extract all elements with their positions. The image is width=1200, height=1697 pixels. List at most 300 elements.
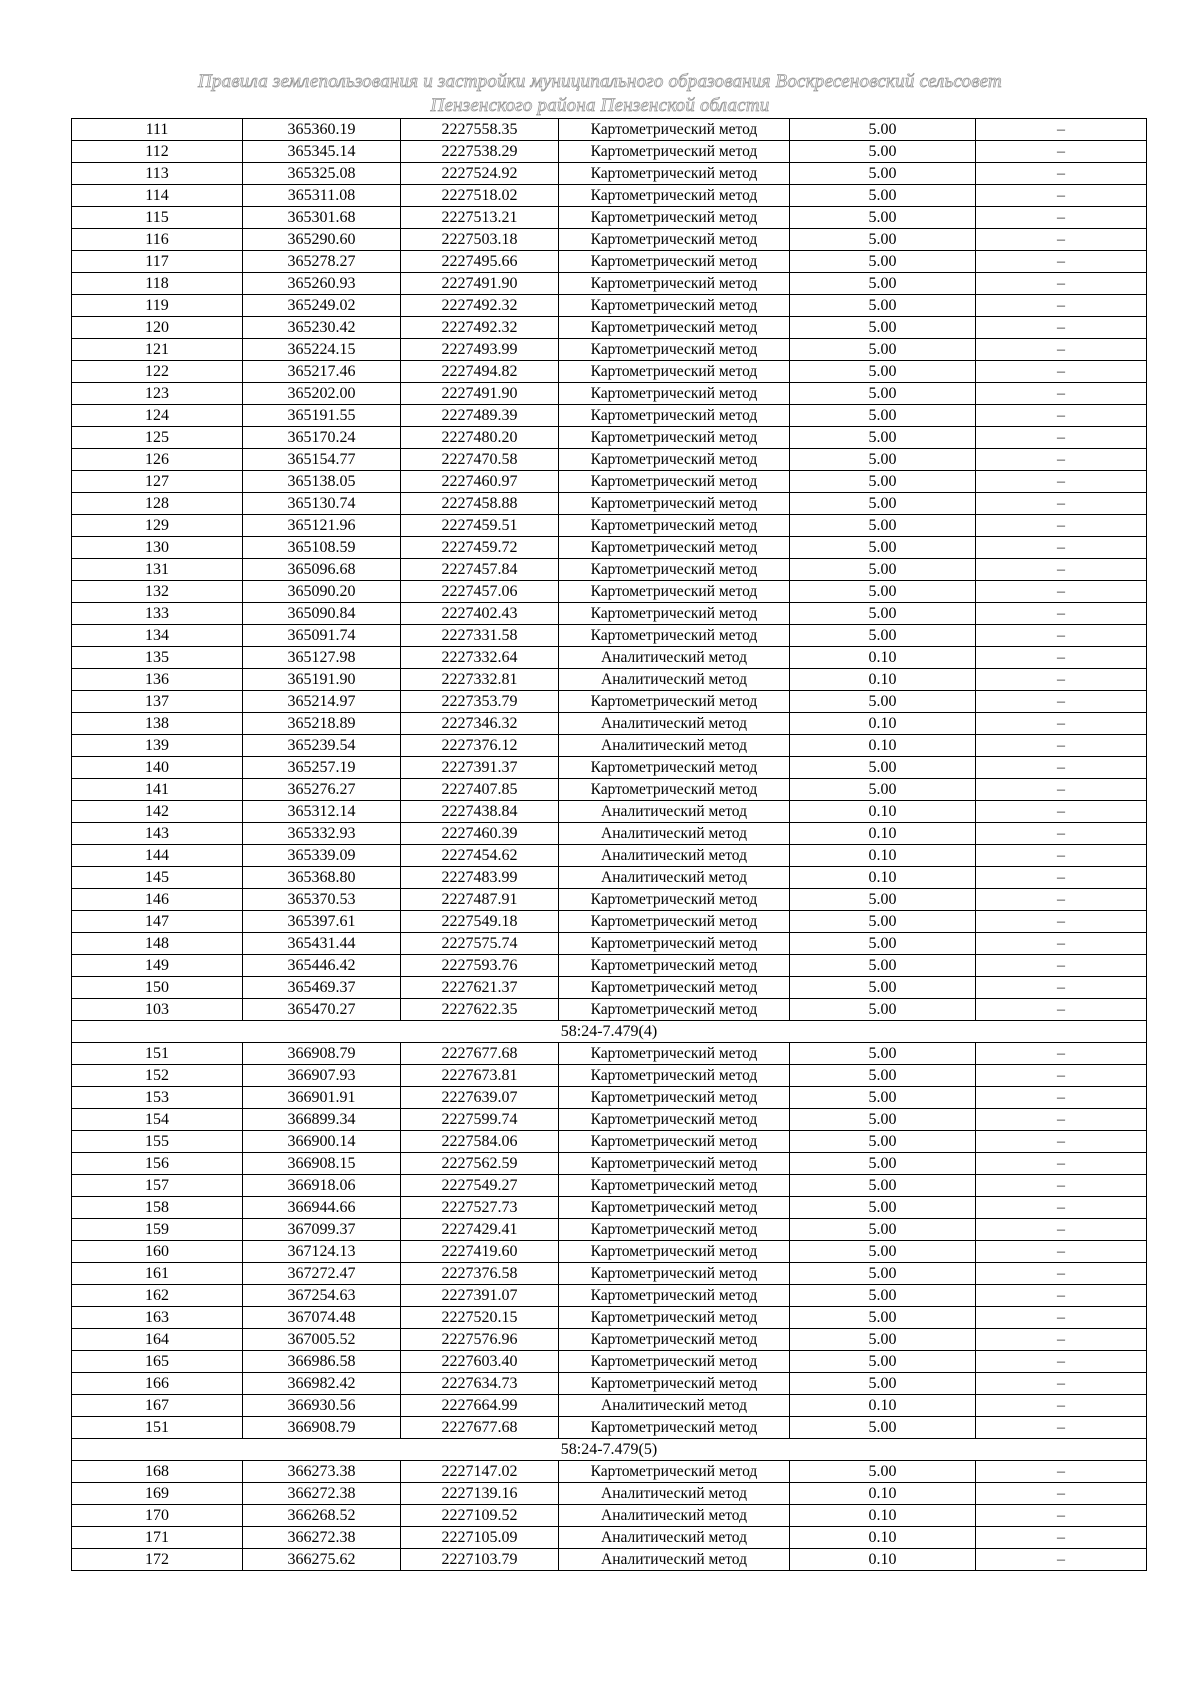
point-number-cell: 116 xyxy=(72,229,243,251)
method-cell: Аналитический метод xyxy=(559,735,790,757)
note-cell: – xyxy=(976,603,1147,625)
accuracy-cell: 5.00 xyxy=(790,1307,976,1329)
note-cell: – xyxy=(976,185,1147,207)
y-coordinate-cell: 2227492.32 xyxy=(401,295,559,317)
x-coordinate-cell: 365325.08 xyxy=(243,163,401,185)
point-number-cell: 122 xyxy=(72,361,243,383)
accuracy-cell: 5.00 xyxy=(790,361,976,383)
point-number-cell: 151 xyxy=(72,1417,243,1439)
x-coordinate-cell: 365191.55 xyxy=(243,405,401,427)
point-number-cell: 140 xyxy=(72,757,243,779)
y-coordinate-cell: 2227503.18 xyxy=(401,229,559,251)
table-row xyxy=(72,273,1147,295)
method-cell: Картометрический метод xyxy=(559,889,790,911)
section-label: 58:24-7.479(5) xyxy=(72,1439,1147,1461)
method-cell: Картометрический метод xyxy=(559,603,790,625)
x-coordinate-cell: 365090.20 xyxy=(243,581,401,603)
point-number-cell: 112 xyxy=(72,141,243,163)
point-number-cell: 111 xyxy=(72,119,243,141)
accuracy-cell: 5.00 xyxy=(790,1461,976,1483)
point-number-cell: 152 xyxy=(72,1065,243,1087)
method-cell: Картометрический метод xyxy=(559,515,790,537)
accuracy-cell: 5.00 xyxy=(790,1241,976,1263)
method-cell: Картометрический метод xyxy=(559,1087,790,1109)
accuracy-cell: 5.00 xyxy=(790,471,976,493)
y-coordinate-cell: 2227454.62 xyxy=(401,845,559,867)
point-number-cell: 113 xyxy=(72,163,243,185)
note-cell: – xyxy=(976,933,1147,955)
table-row xyxy=(72,1131,1147,1153)
x-coordinate-cell: 365121.96 xyxy=(243,515,401,537)
x-coordinate-cell: 366268.52 xyxy=(243,1505,401,1527)
accuracy-cell: 0.10 xyxy=(790,669,976,691)
accuracy-cell: 5.00 xyxy=(790,295,976,317)
y-coordinate-cell: 2227332.81 xyxy=(401,669,559,691)
note-cell: – xyxy=(976,889,1147,911)
table-row xyxy=(72,185,1147,207)
table-row xyxy=(72,647,1147,669)
accuracy-cell: 5.00 xyxy=(790,1087,976,1109)
method-cell: Картометрический метод xyxy=(559,449,790,471)
x-coordinate-cell: 365370.53 xyxy=(243,889,401,911)
section-row xyxy=(72,1021,1147,1043)
x-coordinate-cell: 366272.38 xyxy=(243,1527,401,1549)
x-coordinate-cell: 365431.44 xyxy=(243,933,401,955)
table-row xyxy=(72,911,1147,933)
method-cell: Картометрический метод xyxy=(559,911,790,933)
note-cell: – xyxy=(976,493,1147,515)
accuracy-cell: 0.10 xyxy=(790,801,976,823)
table-row xyxy=(72,251,1147,273)
table-row xyxy=(72,1241,1147,1263)
method-cell: Картометрический метод xyxy=(559,185,790,207)
y-coordinate-cell: 2227346.32 xyxy=(401,713,559,735)
section-row xyxy=(72,1439,1147,1461)
point-number-cell: 138 xyxy=(72,713,243,735)
x-coordinate-cell: 365470.27 xyxy=(243,999,401,1021)
x-coordinate-cell: 365218.89 xyxy=(243,713,401,735)
note-cell: – xyxy=(976,867,1147,889)
accuracy-cell: 5.00 xyxy=(790,977,976,999)
table-row xyxy=(72,801,1147,823)
note-cell: – xyxy=(976,405,1147,427)
table-row xyxy=(72,1263,1147,1285)
note-cell: – xyxy=(976,1395,1147,1417)
y-coordinate-cell: 2227429.41 xyxy=(401,1219,559,1241)
method-cell: Картометрический метод xyxy=(559,933,790,955)
y-coordinate-cell: 2227622.35 xyxy=(401,999,559,1021)
note-cell: – xyxy=(976,1461,1147,1483)
table-row xyxy=(72,1197,1147,1219)
note-cell: – xyxy=(976,845,1147,867)
accuracy-cell: 5.00 xyxy=(790,603,976,625)
point-number-cell: 168 xyxy=(72,1461,243,1483)
point-number-cell: 117 xyxy=(72,251,243,273)
note-cell: – xyxy=(976,691,1147,713)
method-cell: Картометрический метод xyxy=(559,361,790,383)
accuracy-cell: 5.00 xyxy=(790,779,976,801)
method-cell: Картометрический метод xyxy=(559,1263,790,1285)
x-coordinate-cell: 366273.38 xyxy=(243,1461,401,1483)
y-coordinate-cell: 2227480.20 xyxy=(401,427,559,449)
y-coordinate-cell: 2227603.40 xyxy=(401,1351,559,1373)
table-row xyxy=(72,1549,1147,1571)
point-number-cell: 167 xyxy=(72,1395,243,1417)
method-cell: Аналитический метод xyxy=(559,647,790,669)
method-cell: Картометрический метод xyxy=(559,1153,790,1175)
table-row xyxy=(72,1351,1147,1373)
y-coordinate-cell: 2227492.32 xyxy=(401,317,559,339)
point-number-cell: 169 xyxy=(72,1483,243,1505)
point-number-cell: 127 xyxy=(72,471,243,493)
y-coordinate-cell: 2227105.09 xyxy=(401,1527,559,1549)
method-cell: Аналитический метод xyxy=(559,1527,790,1549)
note-cell: – xyxy=(976,119,1147,141)
point-number-cell: 114 xyxy=(72,185,243,207)
header-line-2: Пензенского района Пензенской области xyxy=(430,95,770,116)
accuracy-cell: 5.00 xyxy=(790,163,976,185)
accuracy-cell: 5.00 xyxy=(790,537,976,559)
point-number-cell: 118 xyxy=(72,273,243,295)
accuracy-cell: 5.00 xyxy=(790,317,976,339)
point-number-cell: 144 xyxy=(72,845,243,867)
y-coordinate-cell: 2227634.73 xyxy=(401,1373,559,1395)
point-number-cell: 143 xyxy=(72,823,243,845)
x-coordinate-cell: 365224.15 xyxy=(243,339,401,361)
table-row xyxy=(72,757,1147,779)
y-coordinate-cell: 2227494.82 xyxy=(401,361,559,383)
accuracy-cell: 5.00 xyxy=(790,1109,976,1131)
x-coordinate-cell: 366901.91 xyxy=(243,1087,401,1109)
table-row xyxy=(72,625,1147,647)
note-cell: – xyxy=(976,295,1147,317)
note-cell: – xyxy=(976,1087,1147,1109)
note-cell: – xyxy=(976,1373,1147,1395)
point-number-cell: 123 xyxy=(72,383,243,405)
table-row xyxy=(72,1307,1147,1329)
table-row xyxy=(72,999,1147,1021)
point-number-cell: 161 xyxy=(72,1263,243,1285)
point-number-cell: 172 xyxy=(72,1549,243,1571)
method-cell: Картометрический метод xyxy=(559,1285,790,1307)
y-coordinate-cell: 2227376.58 xyxy=(401,1263,559,1285)
table-row xyxy=(72,1417,1147,1439)
method-cell: Картометрический метод xyxy=(559,691,790,713)
method-cell: Картометрический метод xyxy=(559,207,790,229)
table-row xyxy=(72,933,1147,955)
x-coordinate-cell: 366918.06 xyxy=(243,1175,401,1197)
method-cell: Аналитический метод xyxy=(559,1395,790,1417)
method-cell: Аналитический метод xyxy=(559,713,790,735)
table-row xyxy=(72,383,1147,405)
method-cell: Картометрический метод xyxy=(559,317,790,339)
y-coordinate-cell: 2227459.72 xyxy=(401,537,559,559)
note-cell: – xyxy=(976,911,1147,933)
point-number-cell: 162 xyxy=(72,1285,243,1307)
table-row xyxy=(72,1065,1147,1087)
accuracy-cell: 5.00 xyxy=(790,1065,976,1087)
accuracy-cell: 5.00 xyxy=(790,955,976,977)
point-number-cell: 154 xyxy=(72,1109,243,1131)
table-row xyxy=(72,867,1147,889)
y-coordinate-cell: 2227457.84 xyxy=(401,559,559,581)
x-coordinate-cell: 366899.34 xyxy=(243,1109,401,1131)
accuracy-cell: 5.00 xyxy=(790,1263,976,1285)
note-cell: – xyxy=(976,1131,1147,1153)
x-coordinate-cell: 365257.19 xyxy=(243,757,401,779)
method-cell: Картометрический метод xyxy=(559,779,790,801)
x-coordinate-cell: 367005.52 xyxy=(243,1329,401,1351)
accuracy-cell: 5.00 xyxy=(790,515,976,537)
method-cell: Картометрический метод xyxy=(559,1373,790,1395)
table-row xyxy=(72,1395,1147,1417)
y-coordinate-cell: 2227419.60 xyxy=(401,1241,559,1263)
y-coordinate-cell: 2227460.97 xyxy=(401,471,559,493)
note-cell: – xyxy=(976,141,1147,163)
y-coordinate-cell: 2227664.99 xyxy=(401,1395,559,1417)
note-cell: – xyxy=(976,1329,1147,1351)
note-cell: – xyxy=(976,317,1147,339)
x-coordinate-cell: 367099.37 xyxy=(243,1219,401,1241)
point-number-cell: 166 xyxy=(72,1373,243,1395)
accuracy-cell: 5.00 xyxy=(790,119,976,141)
note-cell: – xyxy=(976,581,1147,603)
note-cell: – xyxy=(976,801,1147,823)
method-cell: Картометрический метод xyxy=(559,1109,790,1131)
accuracy-cell: 5.00 xyxy=(790,581,976,603)
y-coordinate-cell: 2227599.74 xyxy=(401,1109,559,1131)
accuracy-cell: 5.00 xyxy=(790,757,976,779)
method-cell: Картометрический метод xyxy=(559,383,790,405)
note-cell: – xyxy=(976,1153,1147,1175)
method-cell: Картометрический метод xyxy=(559,1065,790,1087)
method-cell: Картометрический метод xyxy=(559,1329,790,1351)
y-coordinate-cell: 2227639.07 xyxy=(401,1087,559,1109)
x-coordinate-cell: 365127.98 xyxy=(243,647,401,669)
method-cell: Аналитический метод xyxy=(559,1483,790,1505)
point-number-cell: 164 xyxy=(72,1329,243,1351)
y-coordinate-cell: 2227491.90 xyxy=(401,383,559,405)
accuracy-cell: 5.00 xyxy=(790,207,976,229)
method-cell: Картометрический метод xyxy=(559,1351,790,1373)
method-cell: Картометрический метод xyxy=(559,141,790,163)
point-number-cell: 157 xyxy=(72,1175,243,1197)
note-cell: – xyxy=(976,229,1147,251)
y-coordinate-cell: 2227493.99 xyxy=(401,339,559,361)
method-cell: Картометрический метод xyxy=(559,977,790,999)
y-coordinate-cell: 2227460.39 xyxy=(401,823,559,845)
method-cell: Картометрический метод xyxy=(559,493,790,515)
accuracy-cell: 5.00 xyxy=(790,999,976,1021)
note-cell: – xyxy=(976,1065,1147,1087)
method-cell: Картометрический метод xyxy=(559,955,790,977)
point-number-cell: 121 xyxy=(72,339,243,361)
method-cell: Картометрический метод xyxy=(559,1131,790,1153)
note-cell: – xyxy=(976,1483,1147,1505)
x-coordinate-cell: 365239.54 xyxy=(243,735,401,757)
note-cell: – xyxy=(976,361,1147,383)
note-cell: – xyxy=(976,537,1147,559)
note-cell: – xyxy=(976,251,1147,273)
point-number-cell: 119 xyxy=(72,295,243,317)
x-coordinate-cell: 365469.37 xyxy=(243,977,401,999)
accuracy-cell: 0.10 xyxy=(790,1527,976,1549)
x-coordinate-cell: 365096.68 xyxy=(243,559,401,581)
accuracy-cell: 0.10 xyxy=(790,845,976,867)
table-row xyxy=(72,1483,1147,1505)
note-cell: – xyxy=(976,1197,1147,1219)
accuracy-cell: 0.10 xyxy=(790,867,976,889)
x-coordinate-cell: 366908.79 xyxy=(243,1043,401,1065)
method-cell: Картометрический метод xyxy=(559,559,790,581)
table-row xyxy=(72,1329,1147,1351)
x-coordinate-cell: 366930.56 xyxy=(243,1395,401,1417)
note-cell: – xyxy=(976,757,1147,779)
y-coordinate-cell: 2227483.99 xyxy=(401,867,559,889)
x-coordinate-cell: 365108.59 xyxy=(243,537,401,559)
note-cell: – xyxy=(976,647,1147,669)
accuracy-cell: 0.10 xyxy=(790,713,976,735)
y-coordinate-cell: 2227391.07 xyxy=(401,1285,559,1307)
y-coordinate-cell: 2227402.43 xyxy=(401,603,559,625)
point-number-cell: 129 xyxy=(72,515,243,537)
accuracy-cell: 5.00 xyxy=(790,383,976,405)
point-number-cell: 158 xyxy=(72,1197,243,1219)
y-coordinate-cell: 2227520.15 xyxy=(401,1307,559,1329)
y-coordinate-cell: 2227391.37 xyxy=(401,757,559,779)
point-number-cell: 131 xyxy=(72,559,243,581)
note-cell: – xyxy=(976,1219,1147,1241)
section-label: 58:24-7.479(4) xyxy=(72,1021,1147,1043)
accuracy-cell: 5.00 xyxy=(790,889,976,911)
y-coordinate-cell: 2227593.76 xyxy=(401,955,559,977)
note-cell: – xyxy=(976,1307,1147,1329)
x-coordinate-cell: 366982.42 xyxy=(243,1373,401,1395)
accuracy-cell: 5.00 xyxy=(790,493,976,515)
point-number-cell: 153 xyxy=(72,1087,243,1109)
x-coordinate-cell: 365090.84 xyxy=(243,603,401,625)
table-row xyxy=(72,889,1147,911)
point-number-cell: 159 xyxy=(72,1219,243,1241)
table-row xyxy=(72,1505,1147,1527)
note-cell: – xyxy=(976,427,1147,449)
table-row xyxy=(72,361,1147,383)
note-cell: – xyxy=(976,449,1147,471)
note-cell: – xyxy=(976,779,1147,801)
accuracy-cell: 5.00 xyxy=(790,911,976,933)
y-coordinate-cell: 2227438.84 xyxy=(401,801,559,823)
y-coordinate-cell: 2227147.02 xyxy=(401,1461,559,1483)
table-row xyxy=(72,537,1147,559)
method-cell: Картометрический метод xyxy=(559,273,790,295)
note-cell: – xyxy=(976,1175,1147,1197)
table-row xyxy=(72,1153,1147,1175)
note-cell: – xyxy=(976,339,1147,361)
note-cell: – xyxy=(976,1263,1147,1285)
point-number-cell: 136 xyxy=(72,669,243,691)
y-coordinate-cell: 2227677.68 xyxy=(401,1417,559,1439)
x-coordinate-cell: 365091.74 xyxy=(243,625,401,647)
point-number-cell: 146 xyxy=(72,889,243,911)
table-row xyxy=(72,119,1147,141)
y-coordinate-cell: 2227109.52 xyxy=(401,1505,559,1527)
point-number-cell: 125 xyxy=(72,427,243,449)
table-row xyxy=(72,405,1147,427)
table-row xyxy=(72,1043,1147,1065)
table-row xyxy=(72,977,1147,999)
method-cell: Аналитический метод xyxy=(559,669,790,691)
accuracy-cell: 5.00 xyxy=(790,449,976,471)
note-cell: – xyxy=(976,273,1147,295)
accuracy-cell: 0.10 xyxy=(790,823,976,845)
point-number-cell: 120 xyxy=(72,317,243,339)
x-coordinate-cell: 365345.14 xyxy=(243,141,401,163)
table-row xyxy=(72,1373,1147,1395)
method-cell: Картометрический метод xyxy=(559,1043,790,1065)
accuracy-cell: 0.10 xyxy=(790,1395,976,1417)
point-number-cell: 165 xyxy=(72,1351,243,1373)
note-cell: – xyxy=(976,1043,1147,1065)
y-coordinate-cell: 2227487.91 xyxy=(401,889,559,911)
point-number-cell: 103 xyxy=(72,999,243,1021)
point-number-cell: 134 xyxy=(72,625,243,647)
x-coordinate-cell: 365138.05 xyxy=(243,471,401,493)
accuracy-cell: 5.00 xyxy=(790,625,976,647)
point-number-cell: 170 xyxy=(72,1505,243,1527)
note-cell: – xyxy=(976,471,1147,493)
accuracy-cell: 5.00 xyxy=(790,1285,976,1307)
accuracy-cell: 0.10 xyxy=(790,735,976,757)
y-coordinate-cell: 2227495.66 xyxy=(401,251,559,273)
x-coordinate-cell: 365214.97 xyxy=(243,691,401,713)
x-coordinate-cell: 365290.60 xyxy=(243,229,401,251)
accuracy-cell: 5.00 xyxy=(790,1219,976,1241)
accuracy-cell: 5.00 xyxy=(790,1131,976,1153)
point-number-cell: 133 xyxy=(72,603,243,625)
method-cell: Картометрический метод xyxy=(559,625,790,647)
table-row xyxy=(72,1461,1147,1483)
y-coordinate-cell: 2227139.16 xyxy=(401,1483,559,1505)
note-cell: – xyxy=(976,823,1147,845)
table-row xyxy=(72,317,1147,339)
method-cell: Картометрический метод xyxy=(559,1241,790,1263)
table-row xyxy=(72,449,1147,471)
method-cell: Картометрический метод xyxy=(559,339,790,361)
point-number-cell: 150 xyxy=(72,977,243,999)
y-coordinate-cell: 2227621.37 xyxy=(401,977,559,999)
header-line-1: Правила землепользования и застройки муниципального образования Воскресеновский сельсовет xyxy=(198,71,1002,92)
note-cell: – xyxy=(976,1549,1147,1571)
method-cell: Картометрический метод xyxy=(559,295,790,317)
point-number-cell: 126 xyxy=(72,449,243,471)
point-number-cell: 139 xyxy=(72,735,243,757)
x-coordinate-cell: 367074.48 xyxy=(243,1307,401,1329)
x-coordinate-cell: 367272.47 xyxy=(243,1263,401,1285)
y-coordinate-cell: 2227549.18 xyxy=(401,911,559,933)
note-cell: – xyxy=(976,383,1147,405)
y-coordinate-cell: 2227677.68 xyxy=(401,1043,559,1065)
point-number-cell: 128 xyxy=(72,493,243,515)
table-row xyxy=(72,339,1147,361)
table-row xyxy=(72,207,1147,229)
x-coordinate-cell: 366272.38 xyxy=(243,1483,401,1505)
point-number-cell: 130 xyxy=(72,537,243,559)
y-coordinate-cell: 2227538.29 xyxy=(401,141,559,163)
y-coordinate-cell: 2227470.58 xyxy=(401,449,559,471)
method-cell: Картометрический метод xyxy=(559,427,790,449)
method-cell: Картометрический метод xyxy=(559,405,790,427)
method-cell: Картометрический метод xyxy=(559,119,790,141)
